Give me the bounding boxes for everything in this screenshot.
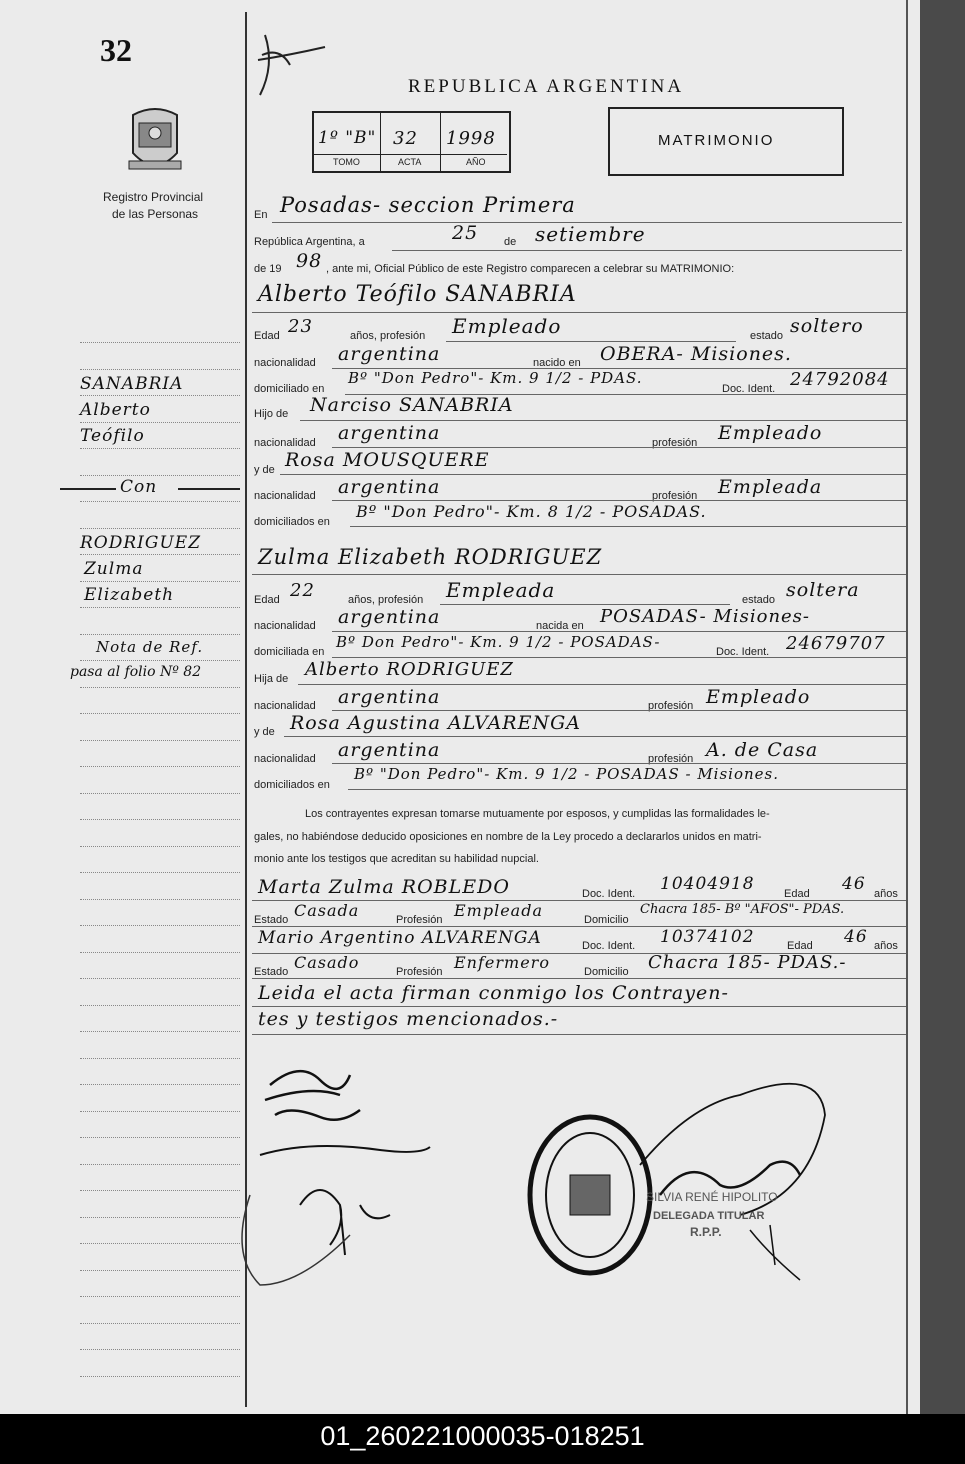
bride-father-prof: Empleado xyxy=(706,686,811,708)
page-number: 32 xyxy=(100,32,132,68)
groom-mother: Rosa MOUSQUERE xyxy=(285,449,490,471)
closing-line1-rule xyxy=(252,1006,906,1007)
groom-dom-label: domiciliado en xyxy=(254,383,325,395)
bride-father-nac-line xyxy=(332,710,906,711)
date-line xyxy=(392,250,902,251)
groom-father-prof-label: profesión xyxy=(652,437,698,449)
margin-rule xyxy=(80,819,240,820)
year-prefix: de 19 xyxy=(254,263,282,275)
margin-bride-l3: Elizabeth xyxy=(84,585,175,605)
margin-note-l1: Nota de Ref. xyxy=(96,638,204,656)
bride-prof-line xyxy=(440,604,730,605)
margin-rule xyxy=(80,554,240,555)
bride-estado-label: estado xyxy=(742,594,776,606)
bride-father-prof-label: profesión xyxy=(648,700,694,712)
margin-rule xyxy=(80,422,240,423)
margin-rule xyxy=(80,899,240,900)
bride-mother-nac-line xyxy=(332,763,906,764)
groom-father-nac: argentina xyxy=(338,422,441,444)
bride-mother-nac: argentina xyxy=(338,739,441,761)
groom-prof-line xyxy=(446,341,736,342)
groom-hijo-label: Hijo de xyxy=(254,408,289,420)
margin-rule xyxy=(80,448,240,449)
margin-rule xyxy=(80,660,240,661)
witness1-profesion: Empleada xyxy=(454,901,543,920)
margin-rule xyxy=(80,1005,240,1006)
margin-rule xyxy=(80,1164,240,1165)
scanner-edge xyxy=(920,0,965,1414)
margin-groom-l2: Alberto xyxy=(80,400,151,420)
closing-line2: tes y testigos mencionados.- xyxy=(258,1008,559,1030)
witness1-domicilio-label: Domicilio xyxy=(584,914,629,926)
bride-parents-dom: Bº "Don Pedro"- Km. 9 1/2 - POSADAS - Misiones. xyxy=(354,765,780,783)
bride-nacionalidad: argentina xyxy=(338,606,441,628)
closing-line2-rule xyxy=(252,1034,906,1035)
margin-rule xyxy=(80,607,240,608)
groom-father-nac-label: nacionalidad xyxy=(254,437,316,449)
bride-mother-nac-label: nacionalidad xyxy=(254,753,316,765)
margin-note-l2: pasa al folio Nº 82 xyxy=(70,664,202,680)
witness1-edad: 46 xyxy=(842,874,866,894)
en-label: En xyxy=(254,209,268,221)
groom-parents-dom: Bº "Don Pedro"- Km. 8 1/2 - POSADAS. xyxy=(356,502,707,521)
groom-parents-dom-label: domiciliados en xyxy=(254,516,330,528)
margin-groom-l1: SANABRIA xyxy=(80,374,184,394)
groom-nacionalidad: argentina xyxy=(338,343,441,365)
year-suffix: 98 xyxy=(296,250,323,272)
margin-rule xyxy=(80,1084,240,1085)
witness1-line2 xyxy=(252,926,906,927)
groom-nacido: OBERA- Misiones. xyxy=(600,343,792,365)
closing-line1: Leida el acta firman conmigo los Contrayen- xyxy=(258,982,729,1004)
groom-name: Alberto Teófilo SANABRIA xyxy=(258,282,577,307)
republica-label: República Argentina, a xyxy=(254,236,365,248)
groom-estado: soltero xyxy=(790,315,864,337)
witness1-edad-label: Edad xyxy=(784,888,810,900)
margin-rule xyxy=(80,395,240,396)
coat-of-arms-icon xyxy=(125,105,185,180)
witness1-anos-label: años xyxy=(874,888,898,900)
groom-father-nac-line xyxy=(332,447,906,448)
witness2-estado: Casado xyxy=(294,953,360,972)
groom-father-line xyxy=(300,420,906,421)
margin-rule xyxy=(80,369,240,370)
intro-month: setiembre xyxy=(535,222,646,246)
bride-father-line xyxy=(298,684,906,685)
official-office: R.P.P. xyxy=(690,1225,722,1239)
margin-rule xyxy=(80,501,240,502)
groom-mother-nac-line xyxy=(332,500,906,501)
groom-father: Narciso SANABRIA xyxy=(310,394,514,416)
margin-groom-l3: Teófilo xyxy=(80,426,145,446)
ano-label: AÑO xyxy=(466,157,486,167)
margin-rule xyxy=(80,687,240,688)
bride-nac-line xyxy=(332,631,906,632)
witness2-edad-label: Edad xyxy=(787,940,813,952)
witness1-estado-label: Estado xyxy=(254,914,289,926)
margin-rule xyxy=(80,1323,240,1324)
margin-bride-l1: RODRIGUEZ xyxy=(80,533,202,553)
country-title: REPUBLICA ARGENTINA xyxy=(408,76,685,97)
witness1-doc-label: Doc. Ident. xyxy=(582,888,636,900)
witness2-edad: 46 xyxy=(844,927,868,947)
bride-profesion: Empleada xyxy=(446,578,556,602)
groom-father-prof: Empleado xyxy=(718,422,823,444)
margin-rule xyxy=(80,872,240,873)
legal-line3: monio ante los testigos que acreditan su habilidad nupcial. xyxy=(254,853,539,865)
margin-rule xyxy=(80,925,240,926)
groom-name-line xyxy=(252,312,906,313)
bride-nac-label: nacionalidad xyxy=(254,620,316,632)
ano-value: 1998 xyxy=(446,128,496,149)
groom-doc: 24792084 xyxy=(790,369,890,390)
witness1-estado: Casada xyxy=(294,901,360,920)
witness2-doc-label: Doc. Ident. xyxy=(582,940,636,952)
bride-nacido-label: nacida en xyxy=(536,620,584,632)
acta-value: 32 xyxy=(393,128,418,149)
tomo-divider xyxy=(380,113,381,171)
margin-con: Con xyxy=(120,477,158,497)
groom-anos-label: años, profesión xyxy=(350,330,426,342)
bride-hija-label: Hija de xyxy=(254,673,289,685)
margin-rule xyxy=(80,528,240,529)
ante-text: , ante mi, Oficial Público de este Registro comparecen a celebrar su MATRIMONIO: xyxy=(326,263,735,275)
signatures-icon xyxy=(230,1055,440,1295)
margin-con-rule-left xyxy=(60,488,116,490)
bride-edad: 22 xyxy=(290,580,315,601)
margin-rule xyxy=(80,952,240,953)
bride-mother-prof: A. de Casa xyxy=(706,739,819,761)
intro-day: 25 xyxy=(452,222,479,244)
legal-line2: gales, no habiéndose deducido oposiciones en nombre de la Ley procedo a declararlos unidos en matri- xyxy=(254,831,762,843)
groom-nac-label: nacionalidad xyxy=(254,357,316,369)
tomo-value: 1º "B" xyxy=(318,128,377,148)
margin-rule xyxy=(80,1217,240,1218)
official-title: DELEGADA TITULAR xyxy=(653,1210,765,1222)
witness1-doc: 10404918 xyxy=(660,874,755,894)
bride-father: Alberto RODRIGUEZ xyxy=(305,659,514,680)
official-signature-icon xyxy=(630,1055,830,1285)
margin-rule xyxy=(80,1243,240,1244)
groom-estado-label: estado xyxy=(750,330,784,342)
groom-mother-nac-label: nacionalidad xyxy=(254,490,316,502)
margin-rule xyxy=(80,1296,240,1297)
bride-nacido: POSADAS- Misiones- xyxy=(600,606,811,627)
groom-parents-dom-line xyxy=(350,526,906,527)
bride-parents-dom-line xyxy=(348,789,906,790)
bride-doc: 24679707 xyxy=(786,633,886,654)
margin-rule xyxy=(80,634,240,635)
bride-estado: soltera xyxy=(786,579,860,601)
bride-mother: Rosa Agustina ALVARENGA xyxy=(290,712,581,734)
bride-parents-dom-label: domiciliados en xyxy=(254,779,330,791)
bride-father-nac-label: nacionalidad xyxy=(254,700,316,712)
bride-mother-prof-label: profesión xyxy=(648,753,694,765)
groom-profesion: Empleado xyxy=(452,314,562,338)
bride-mother-label: y de xyxy=(254,726,275,738)
registry-line1: Registro Provincial xyxy=(103,190,204,204)
witness1-name: Marta Zulma ROBLEDO xyxy=(258,876,510,898)
witness2-profesion: Enfermero xyxy=(454,953,550,972)
margin-rule xyxy=(80,978,240,979)
margin-rule xyxy=(80,1111,240,1112)
bride-dom-label: domiciliada en xyxy=(254,646,325,658)
witness2-domicilio: Chacra 185- PDAS.- xyxy=(648,952,847,973)
intro-place: Posadas- seccion Primera xyxy=(280,193,576,217)
act-type: MATRIMONIO xyxy=(658,132,775,149)
witness2-anos-label: años xyxy=(874,940,898,952)
witness2-profesion-label: Profesión xyxy=(396,966,443,978)
bride-domicilio: Bº Don Pedro"- Km. 9 1/2 - POSADAS- xyxy=(336,633,661,651)
margin-rule xyxy=(80,1376,240,1377)
margin-rule xyxy=(80,1190,240,1191)
tomo-label: TOMO xyxy=(333,157,360,167)
groom-nacido-label: nacido en xyxy=(533,357,581,369)
witness1-domicilio: Chacra 185- Bº "AFOS"- PDAS. xyxy=(640,902,845,917)
margin-rule xyxy=(80,1270,240,1271)
acta-divider xyxy=(440,113,441,171)
groom-edad-label: Edad xyxy=(254,330,280,342)
bride-edad-label: Edad xyxy=(254,594,280,606)
bride-dom-line xyxy=(332,657,906,658)
witness2-name: Mario Argentino ALVARENGA xyxy=(258,928,542,948)
right-border xyxy=(906,0,908,1414)
groom-mother-nac: argentina xyxy=(338,476,441,498)
witness2-line2 xyxy=(252,978,906,979)
margin-rule xyxy=(80,713,240,714)
witness2-doc: 10374102 xyxy=(660,927,755,947)
groom-edad: 23 xyxy=(288,316,313,337)
bride-mother-line xyxy=(284,736,906,737)
margin-rule xyxy=(80,1031,240,1032)
initial-mark-icon xyxy=(250,25,330,100)
registry-line2: de las Personas xyxy=(112,207,199,221)
margin-rule xyxy=(80,793,240,794)
groom-mother-prof-label: profesión xyxy=(652,490,698,502)
bride-name: Zulma Elizabeth RODRIGUEZ xyxy=(258,545,603,569)
groom-doc-label: Doc. Ident. xyxy=(722,383,776,395)
margin-rule xyxy=(80,581,240,582)
bride-doc-label: Doc. Ident. xyxy=(716,646,770,658)
witness1-profesion-label: Profesión xyxy=(396,914,443,926)
margin-rule xyxy=(80,475,240,476)
intro-de-label: de xyxy=(504,236,517,248)
groom-domicilio: Bº "Don Pedro"- Km. 9 1/2 - PDAS. xyxy=(348,369,643,387)
official-name: SILVIA RENÉ HIPOLITO xyxy=(646,1190,778,1204)
margin-rule xyxy=(80,766,240,767)
margin-rule xyxy=(80,1349,240,1350)
acta-label: ACTA xyxy=(398,157,422,167)
witness2-domicilio-label: Domicilio xyxy=(584,966,629,978)
groom-mother-line xyxy=(280,474,906,475)
footer-code: 01_260221000035-018251 xyxy=(0,1414,965,1464)
margin-rule xyxy=(80,740,240,741)
margin-rule xyxy=(80,342,240,343)
bride-name-line xyxy=(252,574,906,575)
margin-rule xyxy=(80,846,240,847)
margin-rule xyxy=(80,1137,240,1138)
bride-anos-label: años, profesión xyxy=(348,594,424,606)
groom-mother-label: y de xyxy=(254,464,275,476)
margin-con-rule-right xyxy=(178,488,240,490)
margin-rule xyxy=(80,1058,240,1059)
legal-line1: Los contrayentes expresan tomarse mutuamente por esposos, y cumplidas las formalidades le- xyxy=(305,808,770,820)
tomo-acta-ano-divider xyxy=(314,154,507,155)
witness2-estado-label: Estado xyxy=(254,966,289,978)
margin-bride-l2: Zulma xyxy=(84,559,144,579)
bride-father-nac: argentina xyxy=(338,686,441,708)
groom-mother-prof: Empleada xyxy=(718,476,823,498)
